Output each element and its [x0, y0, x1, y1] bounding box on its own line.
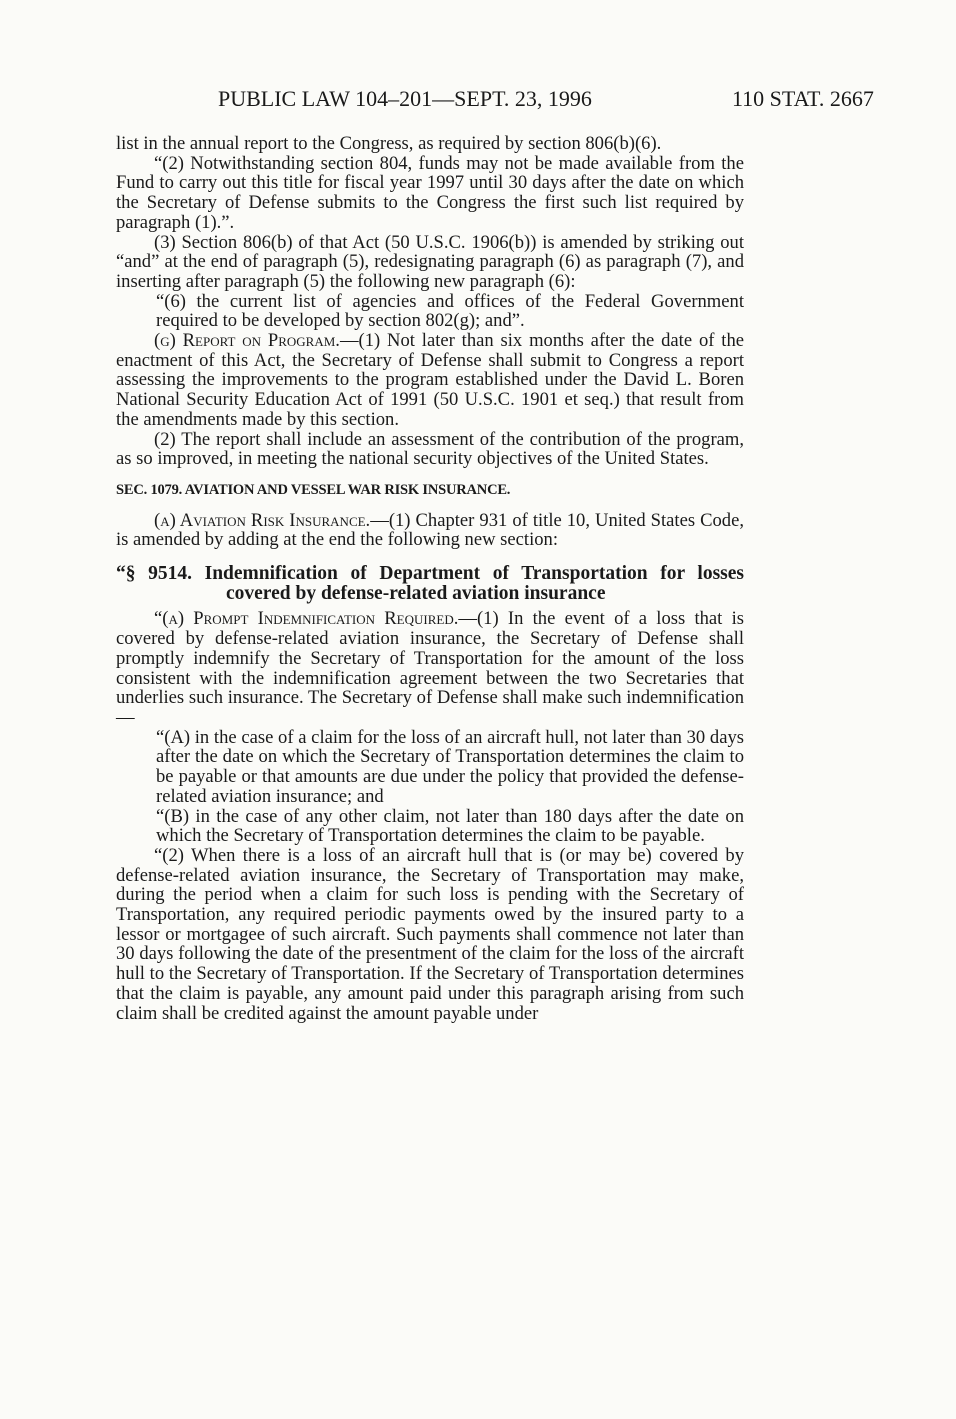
page-header [0, 86, 956, 116]
paragraph: (2) The report shall include an assessment of the contribution of the program, as so improved, in meeting the national security objectives of the United States. [116, 428, 744, 470]
paragraph-label: “(a) Prompt Indemnification Required. [154, 608, 459, 630]
paragraph [116, 511, 744, 550]
paragraph: “(A) in the case of a claim for the loss of an aircraft hull, not later than 30 days after the date on which the Secretary of Transportation determines the claim to be payable or that amounts are due under the policy that provided the defense-related aviation insurance; and [156, 726, 744, 807]
paragraph [116, 292, 744, 331]
paragraph-text: —(1) Not later than six months after the date of the enactment of this Act, the Secretary of Defense shall submit to Congress a report assessing the improvements to the program established under the David L. Boren National Security Education Act of 1991 (50 U.S.C. 1901 et seq.) that result from the amendments made by this section. [116, 330, 744, 430]
paragraph: “(2) When there is a loss of an aircraft hull that is (or may be) covered by defense-related aviation insurance, the Secretary of Transportation may make, during the period when a claim for such loss is pending with the Secretary of Transportation, any required periodic payments owed by the insured party to a lessor or mortgagee of such aircraft. Such payments shall commence not later than 30 days following the date of the presentment of the claim for the loss of the aircraft hull to the Secretary of Transportation. If the Secretary of Transportation determines that the claim is payable, any amount paid under this paragraph arising from such claim shall be credited against the amount payable under [116, 844, 744, 1024]
paragraph: (3) Section 806(b) of that Act (50 U.S.C. 1906(b)) is amended by striking out “and” at the end of paragraph (5), redesignating paragraph (6) as paragraph (7), and inserting after paragraph (5) the following new paragraph (6): [116, 231, 744, 292]
document-body [116, 134, 744, 1023]
paragraph-text: “(6) the current list of agencies and offices of the Federal Government required to be developed by section 802(g); and”. [156, 290, 744, 332]
code-section-heading: “§ 9514. Indemnification of Department of Transportation for losses covered by defense-related aviation insurance [116, 563, 744, 604]
paragraph [116, 331, 744, 430]
paragraph-text: —(1) In the event of a loss that is covered by defense-related aviation insurance, the Secretary of Defense shall promptly indemnify the Secretary of Transportation for the amount of the loss consistent with the indemnification agreement between the two Secretaries that underlies such insurance. The Secretary of Defense shall make such indemnification— [116, 608, 744, 728]
paragraph: “(2) Notwithstanding section 804, funds may not be made available from the Fund to carry out this title for fiscal year 1997 until 30 days after the date on which the Secretary of Defense submits to the Congress the first such list required by paragraph (1).”. [116, 152, 744, 233]
law-citation: PUBLIC LAW 104–201—SEPT. 23, 1996 [218, 86, 592, 111]
section-heading: SEC. 1079. AVIATION AND VESSEL WAR RISK INSURANCE. [116, 481, 511, 498]
paragraph: “(B) in the case of any other claim, not later than 180 days after the date on which the Secretary of Transportation determines the claim to be payable. [156, 805, 744, 847]
paragraph-text: —(1) Chapter 931 of title 10, United States Code, is amended by adding at the end the following new section: [116, 509, 744, 551]
paragraph-label: (a) Aviation Risk Insurance. [154, 509, 371, 531]
page-number: 110 STAT. 2667 [732, 86, 874, 111]
paragraph: list in the annual report to the Congress, as required by section 806(b)(6). [116, 133, 662, 154]
paragraph-label: (g) Report on Program. [154, 330, 340, 352]
paragraph [116, 609, 744, 727]
